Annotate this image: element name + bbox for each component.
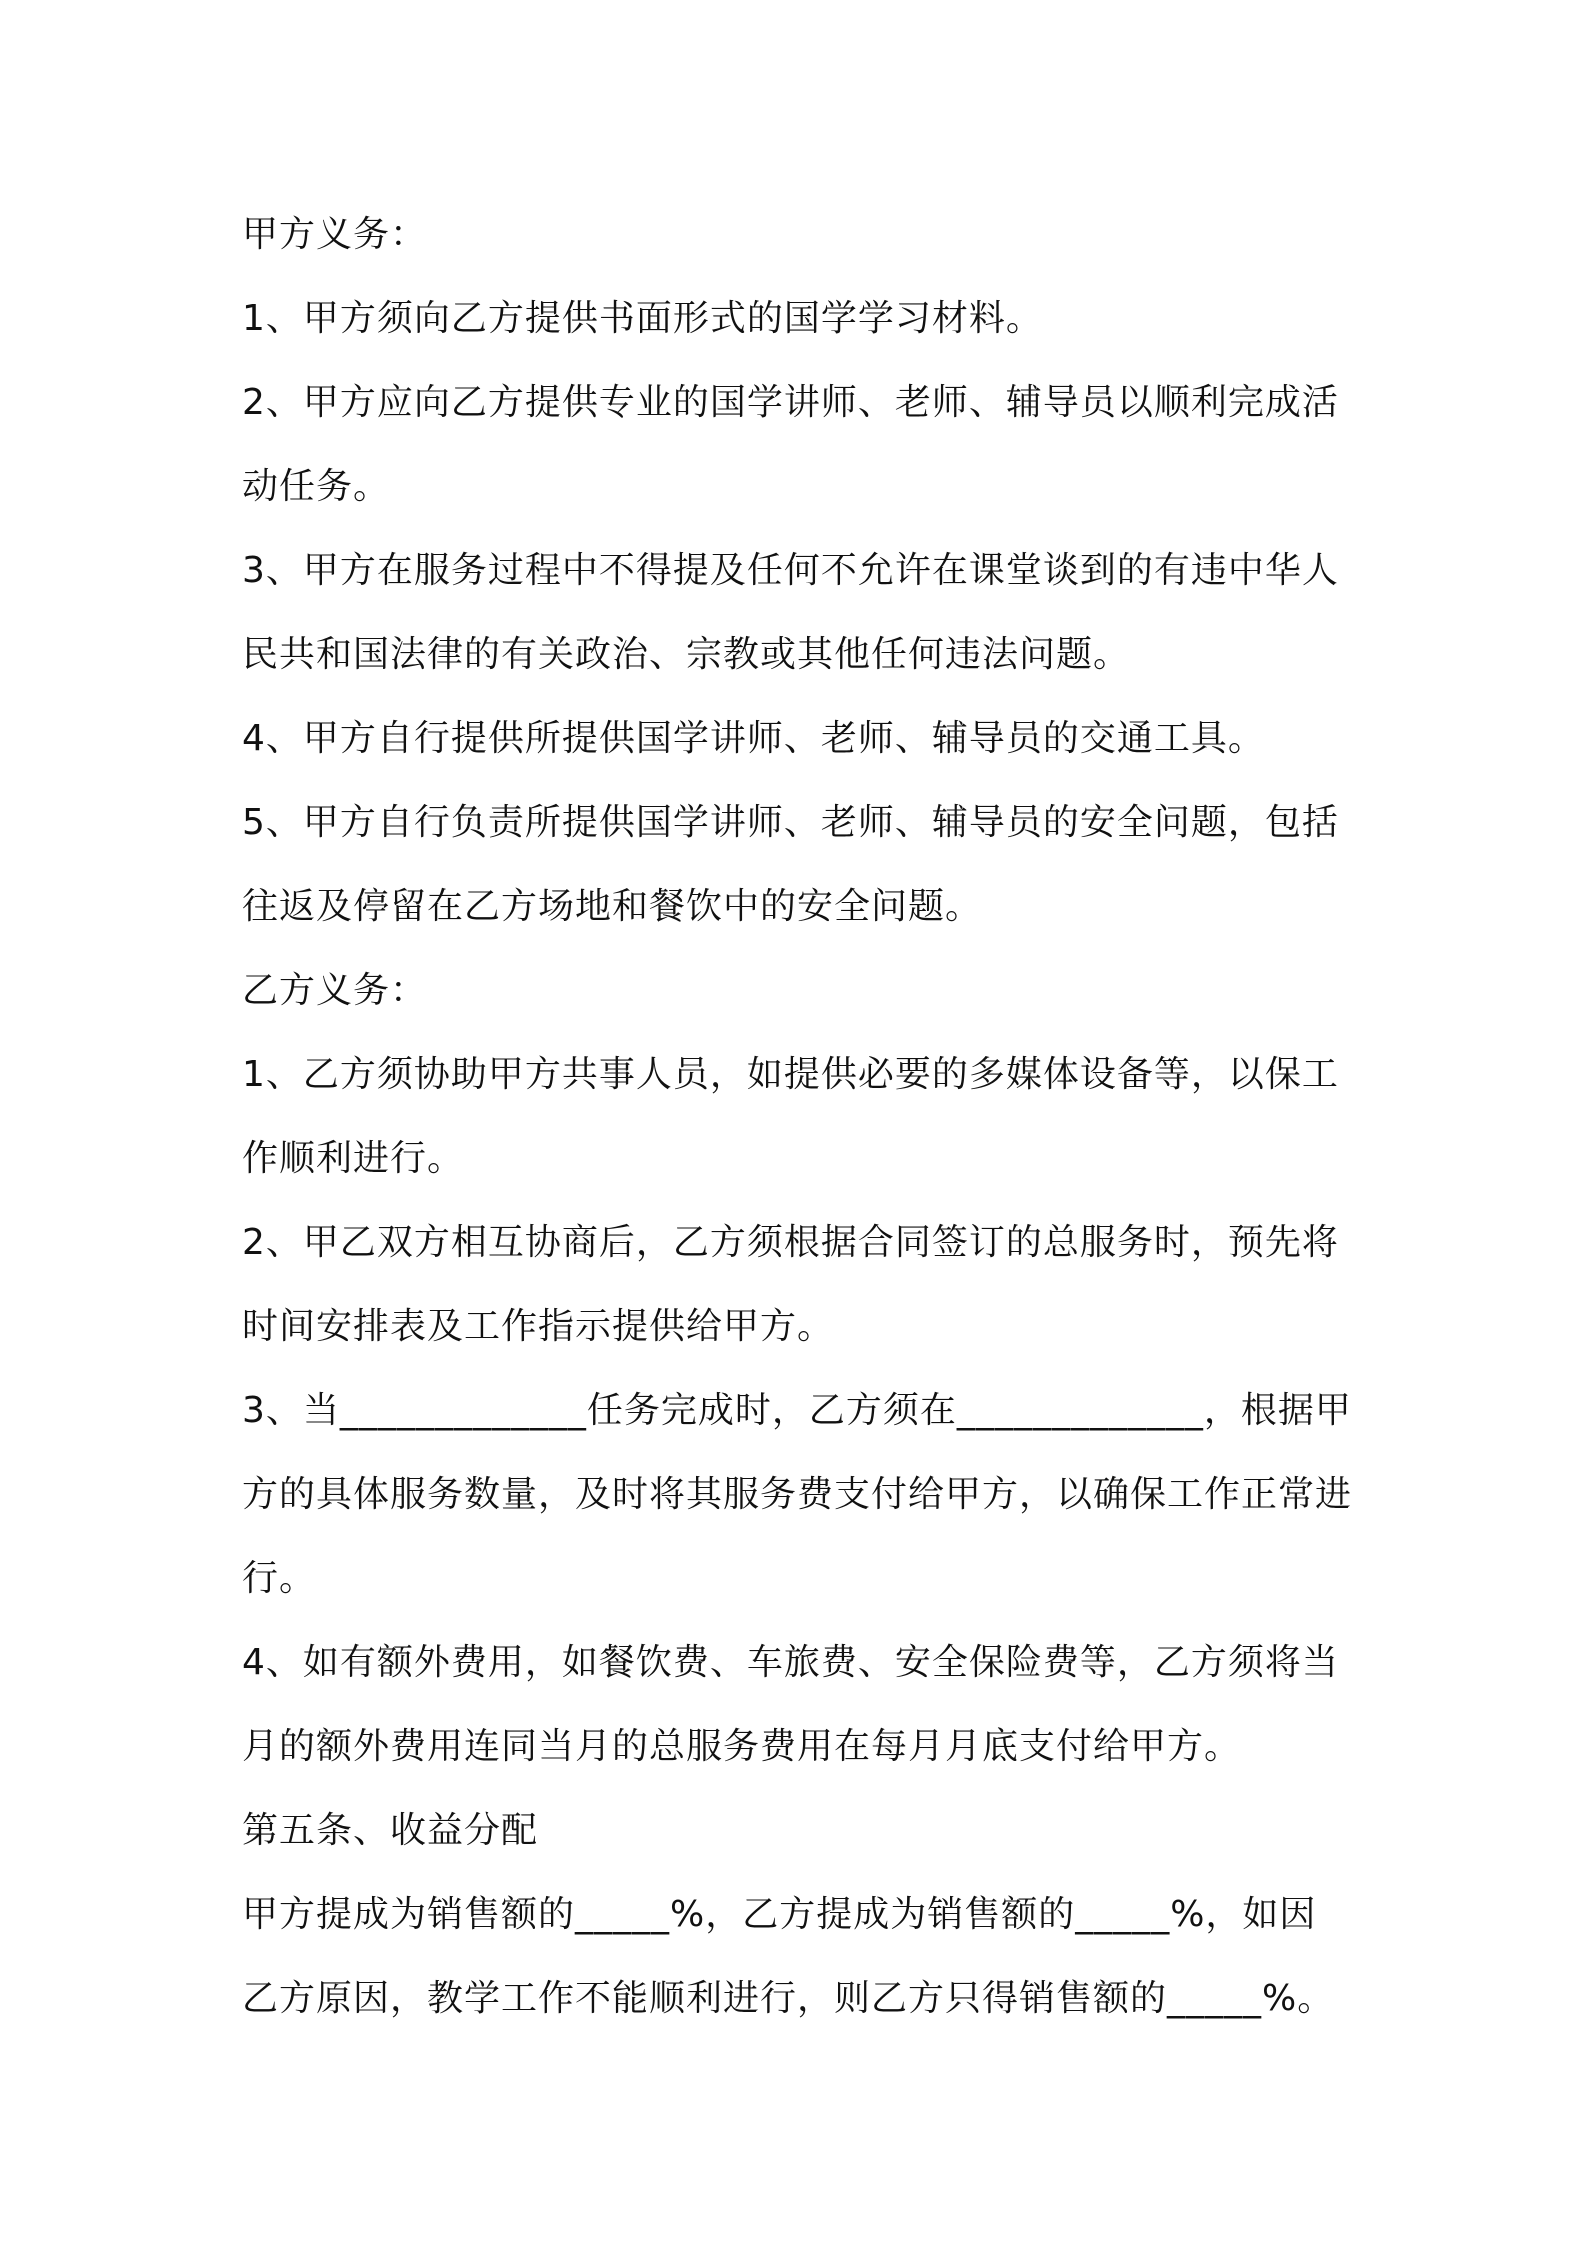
section-heading-party-a-obligations: 甲方义务： <box>242 214 428 255</box>
party-b-clause-3-line-2: 方的具体服务数量，及时将其服务费支付给甲方，以确保工作正常进 <box>242 1474 1353 1515</box>
party-b-clause-2-line-2: 时间安排表及工作指示提供给甲方。 <box>242 1306 835 1347</box>
party-a-clause-4: 4、甲方自行提供所提供国学讲师、老师、辅导员的交通工具。 <box>242 718 1265 759</box>
party-a-clause-3-line-1: 3、甲方在服务过程中不得提及任何不允许在课堂谈到的有违中华人 <box>242 550 1339 591</box>
article-5-heading: 第五条、收益分配 <box>242 1810 539 1851</box>
revenue-share-line-2: 乙方原因，教学工作不能顺利进行，则乙方只得销售额的_____%。 <box>242 1978 1335 2019</box>
party-a-clause-2-line-1: 2、甲方应向乙方提供专业的国学讲师、老师、辅导员以顺利完成活 <box>242 382 1339 423</box>
party-b-clause-4-line-1: 4、如有额外费用，如餐饮费、车旅费、安全保险费等，乙方须将当 <box>242 1642 1339 1683</box>
party-a-clause-1: 1、甲方须向乙方提供书面形式的国学学习材料。 <box>242 298 1043 339</box>
party-b-clause-4-line-2: 月的额外费用连同当月的总服务费用在每月月底支付给甲方。 <box>242 1726 1242 1767</box>
document-body <box>242 193 1362 2041</box>
party-a-clause-3-line-2: 民共和国法律的有关政治、宗教或其他任何违法问题。 <box>242 634 1131 675</box>
section-heading-party-b-obligations: 乙方义务： <box>242 970 428 1011</box>
party-b-clause-3-line-1: 3、当_____________任务完成时，乙方须在_____________，根据甲 <box>242 1390 1352 1431</box>
party-b-clause-3-line-3: 行。 <box>242 1558 317 1599</box>
party-b-clause-1-line-2: 作顺利进行。 <box>242 1138 465 1179</box>
party-b-clause-2-line-1: 2、甲乙双方相互协商后，乙方须根据合同签订的总服务时，预先将 <box>242 1222 1339 1263</box>
party-a-clause-5-line-1: 5、甲方自行负责所提供国学讲师、老师、辅导员的安全问题，包括 <box>242 802 1339 843</box>
revenue-share-line-1: 甲方提成为销售额的_____%，乙方提成为销售额的_____%，如因 <box>242 1894 1317 1935</box>
party-b-clause-1-line-1: 1、乙方须协助甲方共事人员，如提供必要的多媒体设备等，以保工 <box>242 1054 1339 1095</box>
party-a-clause-5-line-2: 往返及停留在乙方场地和餐饮中的安全问题。 <box>242 886 983 927</box>
party-a-clause-2-line-2: 动任务。 <box>242 466 391 507</box>
